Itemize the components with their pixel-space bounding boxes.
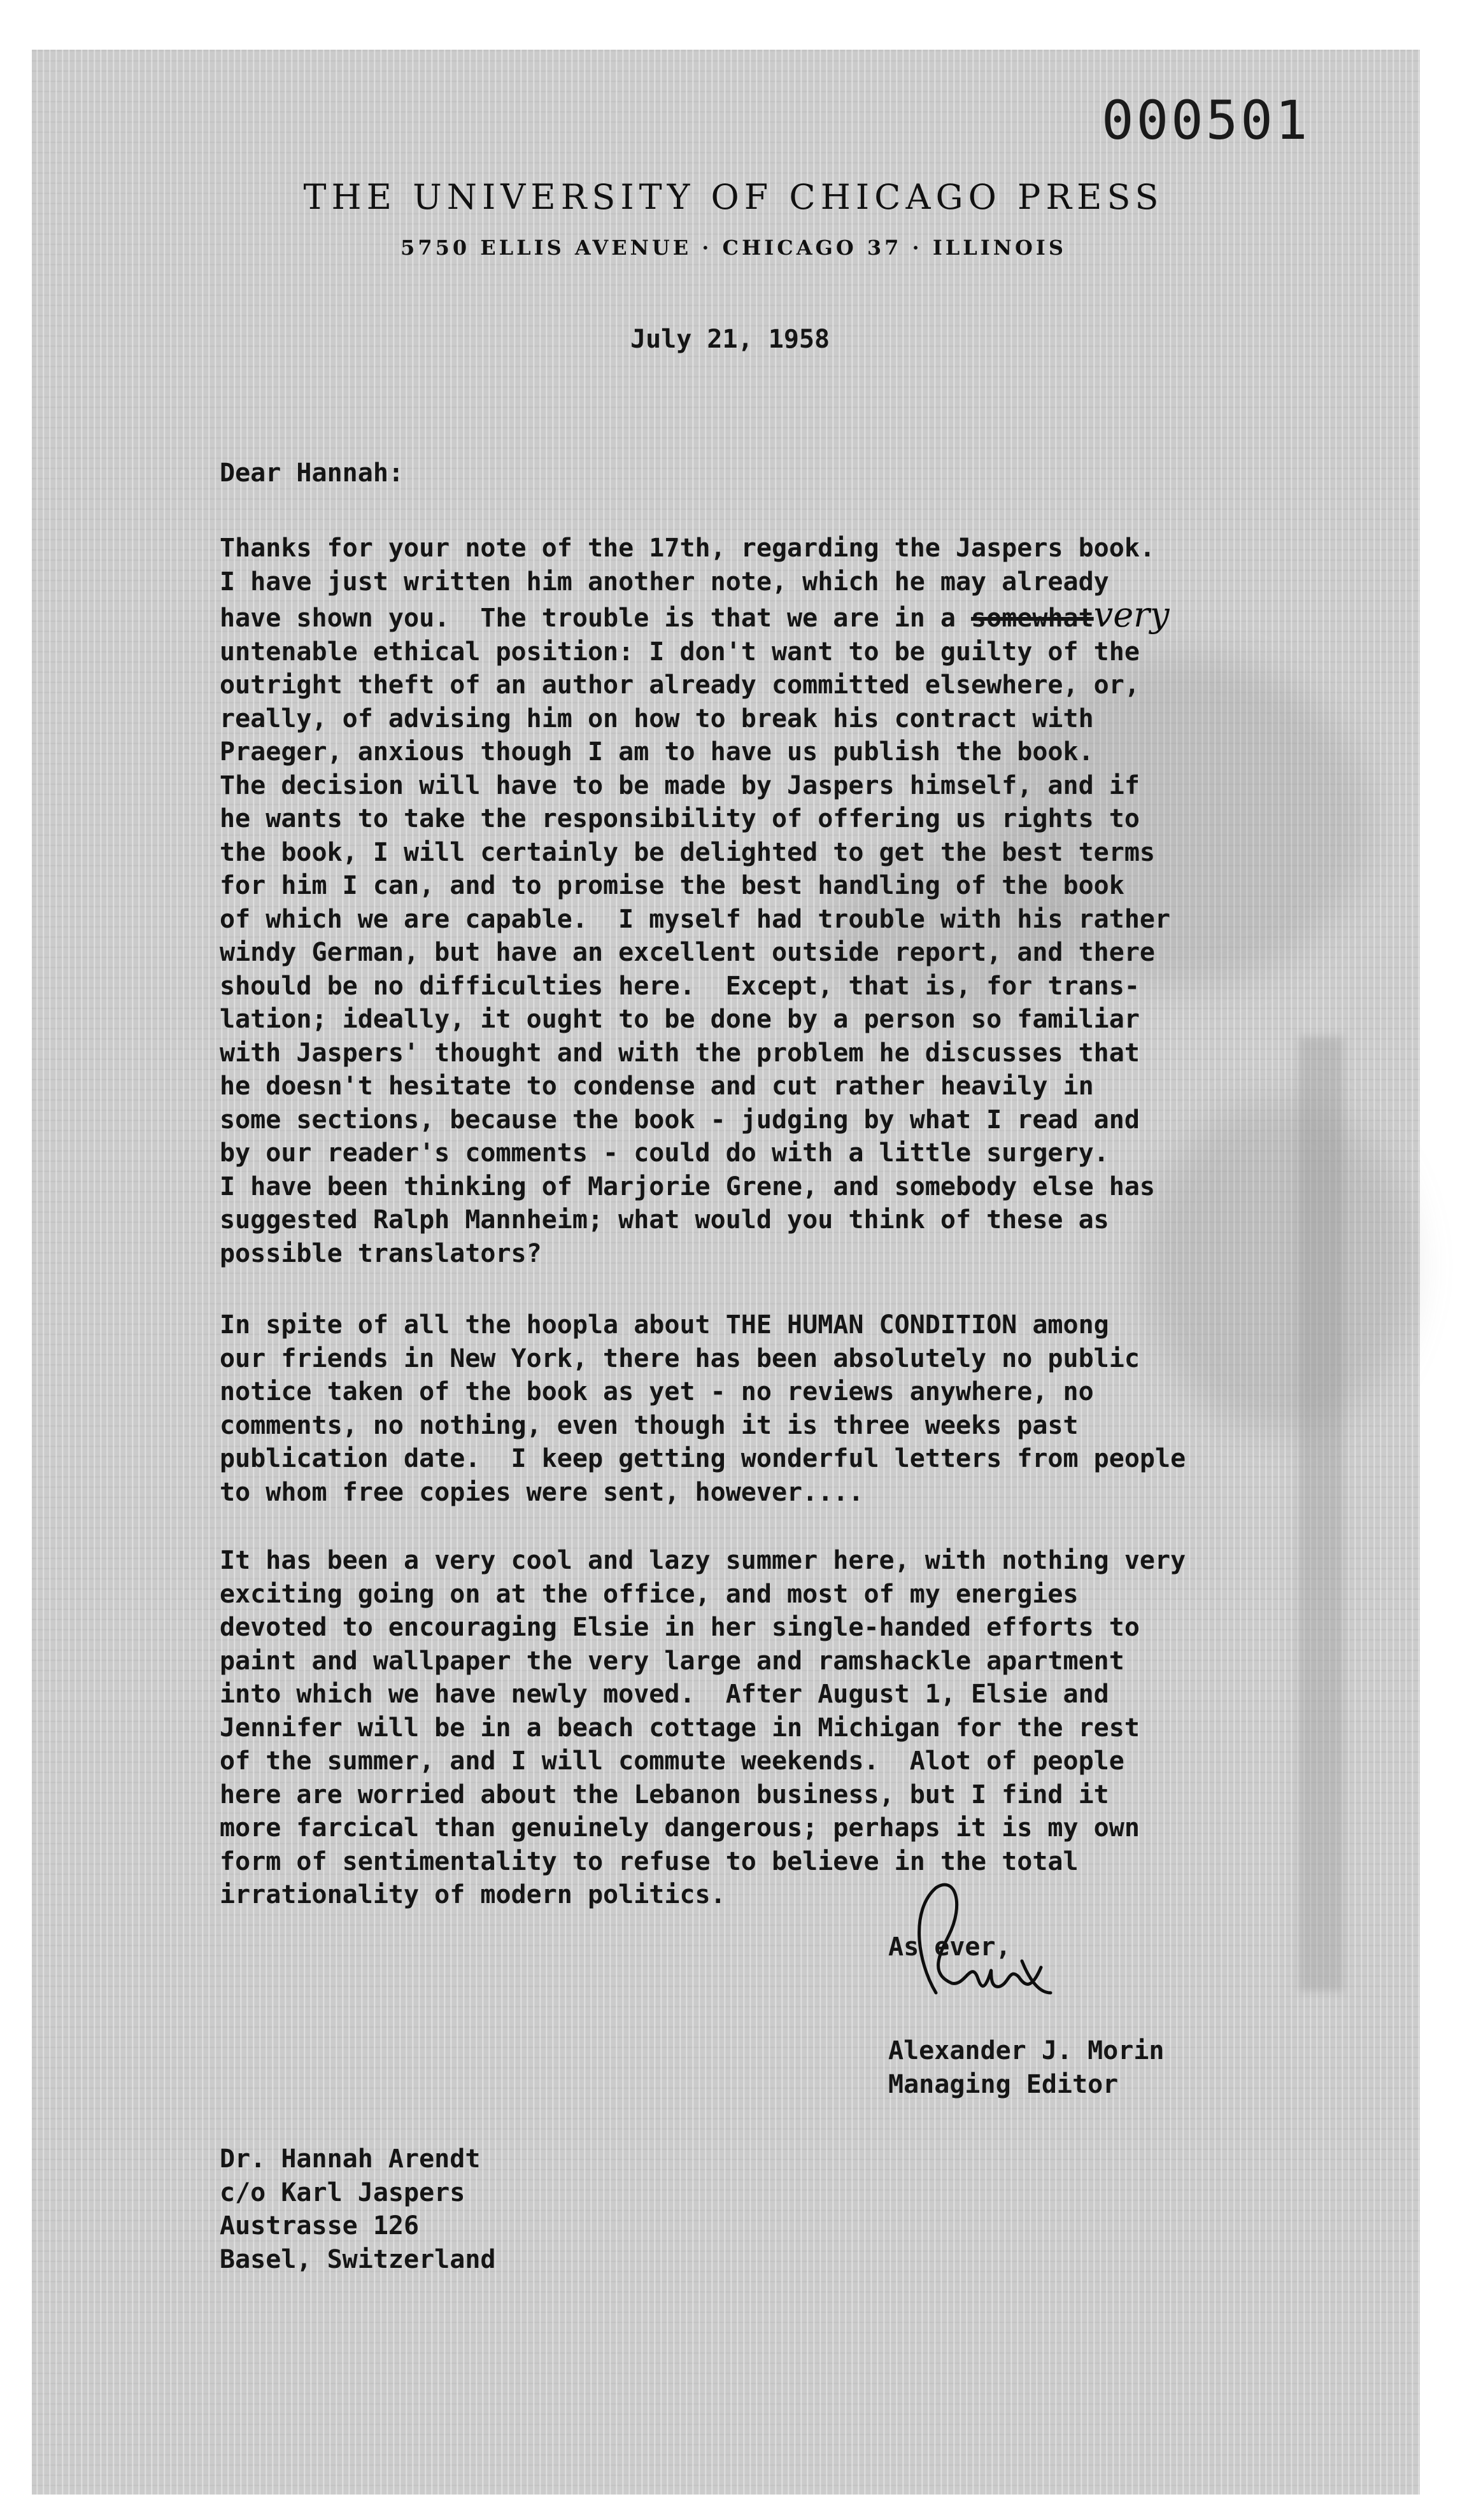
address-line: Austrasse 126 <box>220 2211 420 2240</box>
text-line: some sections, because the book - judging by what I read and <box>220 1105 1140 1135</box>
text-line <box>220 595 1289 635</box>
text-line: possible translators? <box>220 1238 542 1268</box>
text-line: should be no difficulties here. Except, that is, for trans- <box>220 971 1140 1001</box>
text-line: of which we are capable. I myself had trouble with his rather <box>220 904 1171 934</box>
text-line: our friends in New York, there has been absolutely no public <box>220 1343 1140 1373</box>
letter-date: July 21, 1958 <box>630 325 830 354</box>
text-line: I have just written him another note, which he may already <box>220 567 1109 597</box>
text-line: really, of advising him on how to break his contract with <box>220 704 1094 733</box>
text-line: notice taken of the book as yet - no reviews anywhere, no <box>220 1377 1094 1406</box>
signer-block <box>888 2034 1164 2101</box>
text-line: more farcical than genuinely dangerous; perhaps it is my own <box>220 1813 1140 1843</box>
text-line: devoted to encouraging Elsie in her single-handed efforts to <box>220 1613 1140 1642</box>
document-number: 000501 <box>1102 89 1310 152</box>
text-line: he wants to take the responsibility of offering us rights to <box>220 804 1140 833</box>
text-line: The decision will have to be made by Jaspers himself, and if <box>220 770 1140 800</box>
text-line: lation; ideally, it ought to be done by a person so familiar <box>220 1005 1140 1034</box>
text-line: untenable ethical position: I don't want to be guilty of the <box>220 637 1140 667</box>
text-line: for him I can, and to promise the best handling of the book <box>220 871 1124 900</box>
handwritten-insert: very <box>1093 595 1170 635</box>
paper-margin-stamp <box>1299 1037 1343 1992</box>
text-line: to whom free copies were sent, however.... <box>220 1477 864 1507</box>
body-paragraph-2 <box>220 1308 1289 1509</box>
salutation: Dear Hannah: <box>220 458 404 488</box>
text-line: windy German, but have an excellent outside report, and there <box>220 938 1156 967</box>
text-line: Thanks for your note of the 17th, regarding the Jaspers book. <box>220 534 1156 563</box>
letter-paper <box>32 50 1420 2495</box>
text-line: with Jaspers' thought and with the problem he discusses that <box>220 1038 1140 1068</box>
signer-title: Managing Editor <box>888 2069 1119 2099</box>
text-line: into which we have newly moved. After August 1, Elsie and <box>220 1680 1109 1709</box>
signer-name: Alexander J. Morin <box>888 2036 1165 2065</box>
address-line: c/o Karl Jaspers <box>220 2177 465 2207</box>
text-line: suggested Ralph Mannheim; what would you think of these as <box>220 1205 1109 1235</box>
text-line: form of sentimentality to refuse to believe in the total <box>220 1846 1079 1876</box>
text-line: he doesn't hesitate to condense and cut rather heavily in <box>220 1072 1094 1101</box>
address-line: Dr. Hannah Arendt <box>220 2144 481 2174</box>
text-line: outright theft of an author already committed elsewhere, or, <box>220 670 1140 700</box>
recipient-address <box>220 2142 495 2276</box>
text-line: publication date. I keep getting wonderful letters from people <box>220 1444 1186 1473</box>
body-paragraph-1 <box>220 532 1289 1270</box>
text-line: here are worried about the Lebanon business, but I find it <box>220 1780 1109 1809</box>
text-line: the book, I will certainly be delighted to get the best terms <box>220 837 1156 867</box>
text-line: Praeger, anxious though I am to have us publish the book. <box>220 737 1094 767</box>
struck-word: somewhat <box>971 604 1094 633</box>
text-line: Jennifer will be in a beach cottage in Michigan for the rest <box>220 1713 1140 1743</box>
text-line: irrationality of modern politics. <box>220 1880 726 1909</box>
text-line: paint and wallpaper the very large and ramshackle apartment <box>220 1646 1124 1676</box>
letterhead-address: 5750 ELLIS AVENUE · CHICAGO 37 · ILLINOIS <box>400 236 1067 260</box>
text-segment: have shown you. The trouble is that we are in a <box>220 604 972 633</box>
text-line: of the summer, and I will commute weekends. Alot of people <box>220 1746 1124 1776</box>
text-line: by our reader's comments - could do with a little surgery. <box>220 1138 1109 1168</box>
address-line: Basel, Switzerland <box>220 2244 496 2274</box>
body-paragraph-3 <box>220 1544 1289 1912</box>
text-line: It has been a very cool and lazy summer here, with nothing very <box>220 1546 1186 1575</box>
text-line: comments, no nothing, even though it is three weeks past <box>220 1410 1079 1440</box>
text-line: In spite of all the hoopla about THE HUMAN CONDITION among <box>220 1310 1109 1340</box>
letterhead-name: THE UNIVERSITY OF CHICAGO PRESS <box>303 177 1164 217</box>
text-line: I have been thinking of Marjorie Grene, and somebody else has <box>220 1172 1156 1201</box>
closing: As ever, <box>888 1932 1011 1962</box>
text-line: exciting going on at the office, and most of my energies <box>220 1579 1079 1609</box>
